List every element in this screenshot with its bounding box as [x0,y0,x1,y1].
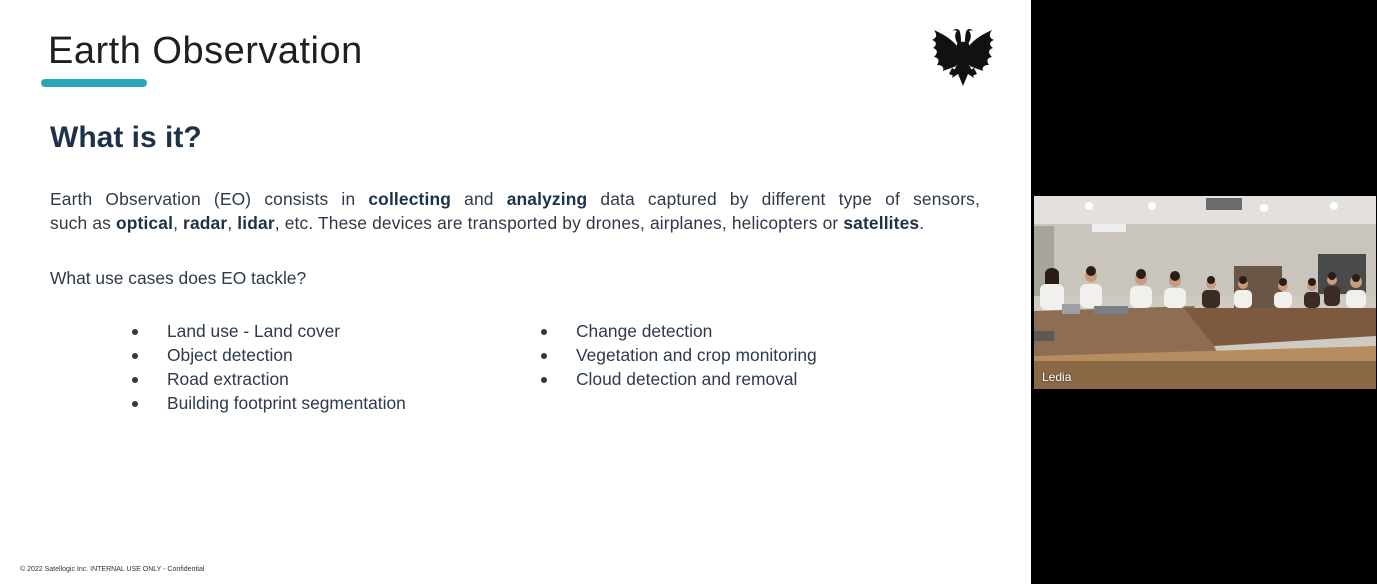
bold-term: satellites [843,213,920,233]
slide-footer: © 2022 Satellogic Inc. INTERNAL USE ONLY - Confidential [20,566,205,573]
section-heading: What is it? [50,121,202,154]
participant-name-label: Ledia [1042,370,1072,384]
use-case-list-left [130,319,406,415]
description-paragraph [50,187,980,235]
text-segment: and [451,189,507,209]
list-item: Building footprint segmentation [130,391,406,415]
description-line-2 [50,211,980,235]
use-case-list-right [539,319,817,391]
list-item: Object detection [130,343,406,367]
text-segment: data captured by different type of sensors, [587,189,980,209]
double-headed-eagle-icon [930,24,996,92]
bold-term: collecting [368,189,452,209]
list-item: Vegetation and crop monitoring [539,343,817,367]
text-segment: , etc. These devices are transported by drones, airplanes, helicopters or [274,213,844,233]
description-line-1 [50,187,980,211]
use-cases-question: What use cases does EO tackle? [50,268,307,288]
list-item: Land use - Land cover [130,319,406,343]
text-segment: such as [50,213,116,233]
list-item: Cloud detection and removal [539,367,817,391]
text-segment: , [227,213,238,233]
participant-video-tile[interactable] [1034,196,1376,389]
title-underline [41,79,147,87]
bold-term: radar [183,213,228,233]
bold-term: lidar [237,213,275,233]
slide-title: Earth Observation [48,30,363,72]
bold-term: optical [115,213,174,233]
bold-term: analyzing [506,189,588,209]
text-segment: , [173,213,184,233]
video-feed [1034,196,1376,389]
text-segment: Earth Observation (EO) consists in [50,189,369,209]
list-item: Road extraction [130,367,406,391]
list-item: Change detection [539,319,817,343]
text-segment: . [919,213,925,233]
